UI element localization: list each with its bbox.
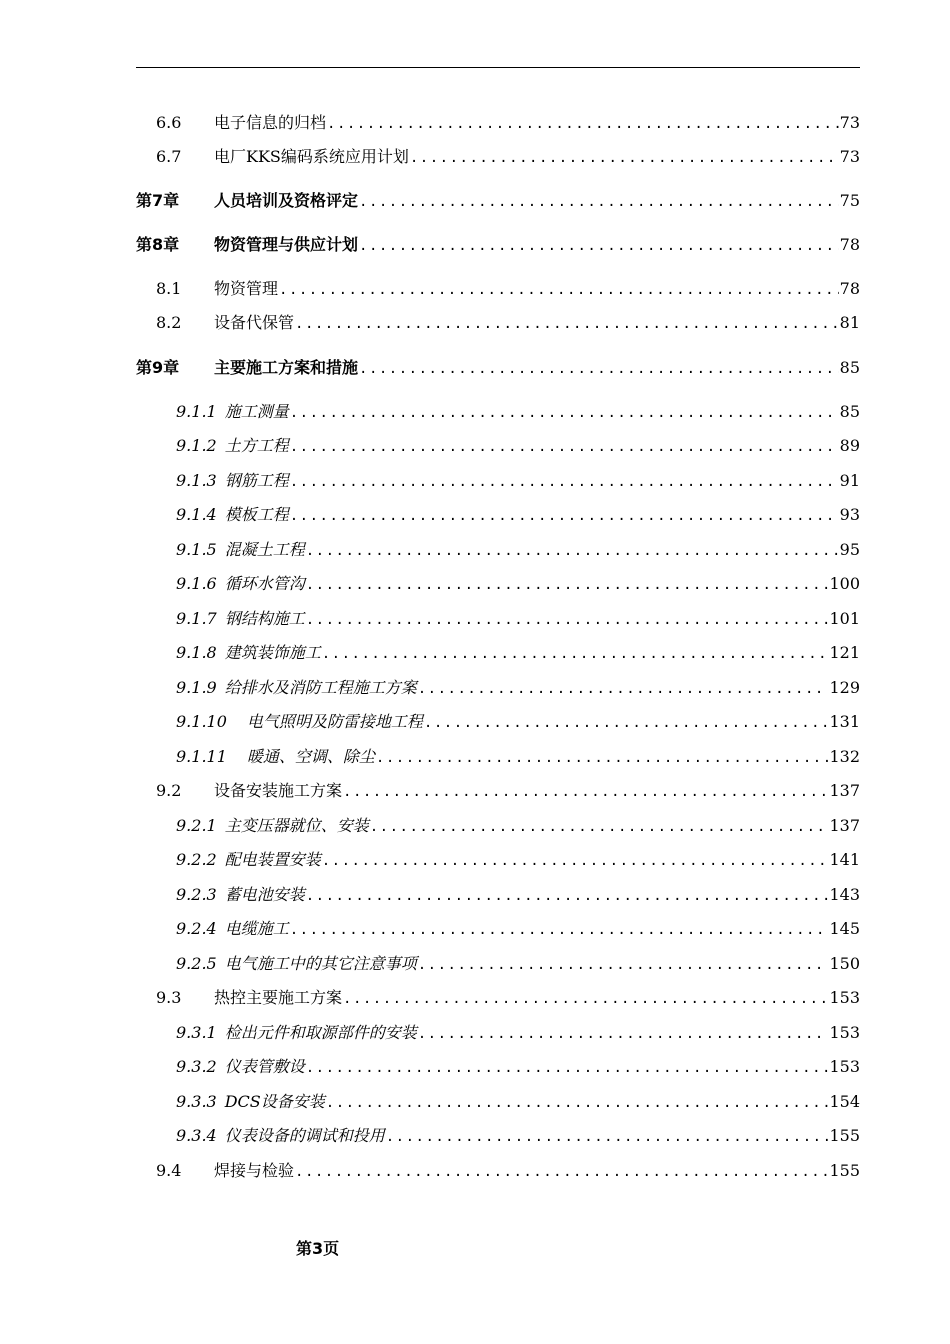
toc-leader-dots: [359, 234, 839, 258]
page-number-footer: 第3页: [296, 1239, 340, 1258]
toc-entry-page: 78: [839, 235, 860, 254]
toc-entry[interactable]: [156, 111, 860, 135]
toc-leader-dots: [410, 146, 839, 170]
toc-leader-dots: [386, 1125, 829, 1149]
toc-entry-number: 9.2.2: [176, 850, 217, 869]
toc-entry-number: 9.1.7: [176, 609, 217, 628]
toc-subentry[interactable]: [176, 917, 860, 941]
toc-entry-title: 电缆施工: [224, 919, 289, 938]
toc-entry-number: 9.3.2: [176, 1057, 217, 1076]
toc-leader-dots: [418, 1022, 829, 1046]
toc-entry-title: 建筑装饰施工: [224, 643, 321, 662]
toc-entry-page: 153: [829, 1057, 860, 1076]
toc-entry-number: 9.2.5: [176, 954, 217, 973]
toc-entry[interactable]: [156, 277, 860, 301]
toc-entry-page: 95: [839, 540, 860, 559]
toc-entry-number: 9.1.8: [176, 643, 217, 662]
toc-entry-page: 153: [829, 1023, 860, 1042]
toc-entry-number: 9.3: [156, 988, 182, 1007]
toc-subentry[interactable]: [176, 676, 860, 700]
toc-entry-title: 蓄电池安装: [224, 885, 305, 904]
toc-entry-title: 混凝土工程: [224, 540, 305, 559]
toc-entry-number: 9.2.3: [176, 885, 217, 904]
toc-entry-title: 电气施工中的其它注意事项: [224, 954, 417, 973]
toc-leader-dots: [424, 711, 829, 735]
toc-entry-title: 土方工程: [224, 436, 289, 455]
toc-leader-dots: [290, 435, 839, 459]
toc-entry-title: 循环水管沟: [224, 574, 305, 593]
toc-entry-page: 85: [839, 402, 860, 421]
toc-entry-number: 9.1.4: [176, 505, 217, 524]
toc-subentry[interactable]: [176, 538, 860, 562]
toc-entry-number: 9.1.5: [176, 540, 217, 559]
toc-subentry[interactable]: [176, 400, 860, 424]
toc-chapter-entry[interactable]: [136, 189, 860, 213]
toc-entry-title: 物资管理与供应计划: [214, 235, 359, 254]
toc-entry-number: 6.6: [156, 113, 182, 132]
toc-entry-page: 154: [829, 1092, 860, 1111]
toc-leader-dots: [326, 1091, 829, 1115]
toc-entry-title: 物资管理: [214, 279, 279, 298]
toc-entry-number: 9.1.3: [176, 471, 217, 490]
toc-entry-number: 6.7: [156, 147, 182, 166]
toc-entry-title: 仪表设备的调试和投用: [224, 1126, 385, 1145]
toc-entry[interactable]: [156, 311, 860, 335]
toc-subentry[interactable]: [176, 745, 860, 769]
toc-entry-number: 9.4: [156, 1161, 182, 1180]
toc-leader-dots: [376, 746, 829, 770]
toc-chapter-entry[interactable]: [136, 233, 860, 257]
toc-entry-page: 89: [839, 436, 860, 455]
toc-entry-page: 121: [829, 643, 860, 662]
toc-leader-dots: [290, 470, 839, 494]
toc-entry-page: 100: [829, 574, 860, 593]
toc-entry-number: 8.2: [156, 313, 182, 332]
toc-entry-page: 91: [839, 471, 860, 490]
toc-entry-number: 9.2.1: [176, 816, 217, 835]
toc-leader-dots: [418, 677, 829, 701]
toc-entry-page: 73: [839, 113, 860, 132]
toc-leader-dots: [322, 642, 829, 666]
toc-subentry[interactable]: [176, 1124, 860, 1148]
toc-leader-dots: [418, 953, 829, 977]
toc-entry-title: 设备安装施工方案: [214, 781, 343, 800]
toc-leader-dots: [295, 1160, 828, 1184]
toc-entry-number: 第7章: [136, 191, 180, 210]
toc-leader-dots: [322, 849, 829, 873]
toc-entry-number: 9.2.4: [176, 919, 217, 938]
toc-entry-title: 配电装置安装: [224, 850, 321, 869]
toc-entry[interactable]: [156, 779, 860, 803]
toc-entry-page: 137: [829, 816, 860, 835]
toc-entry-number: 9.3.1: [176, 1023, 217, 1042]
toc-leader-dots: [343, 987, 828, 1011]
toc-entry-number: 8.1: [156, 279, 182, 298]
toc-entry-page: 141: [829, 850, 860, 869]
toc-leader-dots: [306, 573, 829, 597]
toc-leader-dots: [370, 815, 829, 839]
toc-entry-title: 检出元件和取源部件的安装: [224, 1023, 417, 1042]
header-rule: [136, 67, 860, 68]
toc-leader-dots: [327, 112, 839, 136]
toc-subentry[interactable]: [176, 641, 860, 665]
toc-entry-page: 101: [829, 609, 860, 628]
toc-subentry[interactable]: [176, 469, 860, 493]
toc-subentry[interactable]: [176, 607, 860, 631]
toc-entry-title: 施工测量: [224, 402, 289, 421]
toc-subentry[interactable]: [176, 1021, 860, 1045]
toc-entry-page: 150: [829, 954, 860, 973]
toc-leader-dots: [306, 608, 829, 632]
toc-entry-page: 75: [839, 191, 860, 210]
toc-entry-number: 第8章: [136, 235, 180, 254]
toc-leader-dots: [306, 539, 839, 563]
toc-entry-page: 85: [839, 358, 860, 377]
toc-entry-title: 热控主要施工方案: [214, 988, 343, 1007]
toc-entry-number: 9.1.2: [176, 436, 217, 455]
toc-entry-page: 129: [829, 678, 860, 697]
toc-entry-page: 153: [829, 988, 860, 1007]
toc-leader-dots: [279, 278, 839, 302]
toc-leader-dots: [359, 190, 839, 214]
toc-leader-dots: [343, 780, 828, 804]
toc-leader-dots: [290, 401, 839, 425]
toc-leader-dots: [295, 312, 839, 336]
toc-entry-title: 电厂KKS编码系统应用计划: [214, 147, 409, 166]
toc-subentry[interactable]: [176, 848, 860, 872]
toc-entry-title: 电气照明及防雷接地工程: [246, 712, 423, 731]
toc-subentry[interactable]: [176, 814, 860, 838]
toc-entry-number: 第9章: [136, 358, 180, 377]
toc-subentry[interactable]: [176, 952, 860, 976]
toc-chapter-entry[interactable]: [136, 356, 860, 380]
toc-entry[interactable]: [156, 986, 860, 1010]
toc-entry-number: 9.1.1: [176, 402, 217, 421]
toc-entry-page: 78: [839, 279, 860, 298]
toc-entry-number: 9.3.3: [176, 1092, 217, 1111]
toc-entry-title: 暖通、空调、除尘: [246, 747, 375, 766]
toc-entry-page: 132: [829, 747, 860, 766]
toc-subentry[interactable]: [176, 1055, 860, 1079]
toc-subentry[interactable]: [176, 883, 860, 907]
toc-leader-dots: [290, 918, 829, 942]
toc-subentry[interactable]: [176, 434, 860, 458]
toc-entry-number: 9.1.9: [176, 678, 217, 697]
toc-entry-title: 电子信息的归档: [214, 113, 327, 132]
toc-entry-page: 155: [829, 1161, 860, 1180]
toc-entry-page: 131: [829, 712, 860, 731]
toc-subentry[interactable]: [176, 572, 860, 596]
toc-entry-number: 9.1.6: [176, 574, 217, 593]
toc-entry-page: 137: [829, 781, 860, 800]
toc-entry-number: 9.3.4: [176, 1126, 217, 1145]
toc-entry-page: 73: [839, 147, 860, 166]
toc-leader-dots: [290, 504, 839, 528]
toc-entry-title: 钢筋工程: [224, 471, 289, 490]
toc-leader-dots: [359, 357, 839, 381]
toc-entry-number: 9.2: [156, 781, 182, 800]
toc-leader-dots: [306, 1056, 829, 1080]
toc-entry-title: 主变压器就位、安装: [224, 816, 369, 835]
toc-entry-title: 钢结构施工: [224, 609, 305, 628]
toc-leader-dots: [306, 884, 829, 908]
toc-entry-title: 给排水及消防工程施工方案: [224, 678, 417, 697]
toc-entry-title: 模板工程: [224, 505, 289, 524]
toc-entry-title: 设备代保管: [214, 313, 295, 332]
toc-entry-title: 主要施工方案和措施: [214, 358, 359, 377]
toc-entry-page: 93: [839, 505, 860, 524]
toc-entry-page: 145: [829, 919, 860, 938]
toc-entry-title: DCS设备安装: [224, 1092, 325, 1111]
toc-entry-page: 143: [829, 885, 860, 904]
toc-subentry[interactable]: [176, 1090, 860, 1114]
toc-entry-title: 人员培训及资格评定: [214, 191, 359, 210]
toc-entry-number: 9.1.10: [176, 712, 227, 731]
toc-entry-page: 81: [839, 313, 860, 332]
toc-entry-title: 焊接与检验: [214, 1161, 295, 1180]
toc-subentry[interactable]: [176, 710, 860, 734]
toc-entry-title: 仪表管敷设: [224, 1057, 305, 1076]
toc-entry-number: 9.1.11: [176, 747, 227, 766]
toc-entry[interactable]: [156, 145, 860, 169]
toc-entry-page: 155: [829, 1126, 860, 1145]
toc-entry[interactable]: [156, 1159, 860, 1183]
toc-subentry[interactable]: [176, 503, 860, 527]
